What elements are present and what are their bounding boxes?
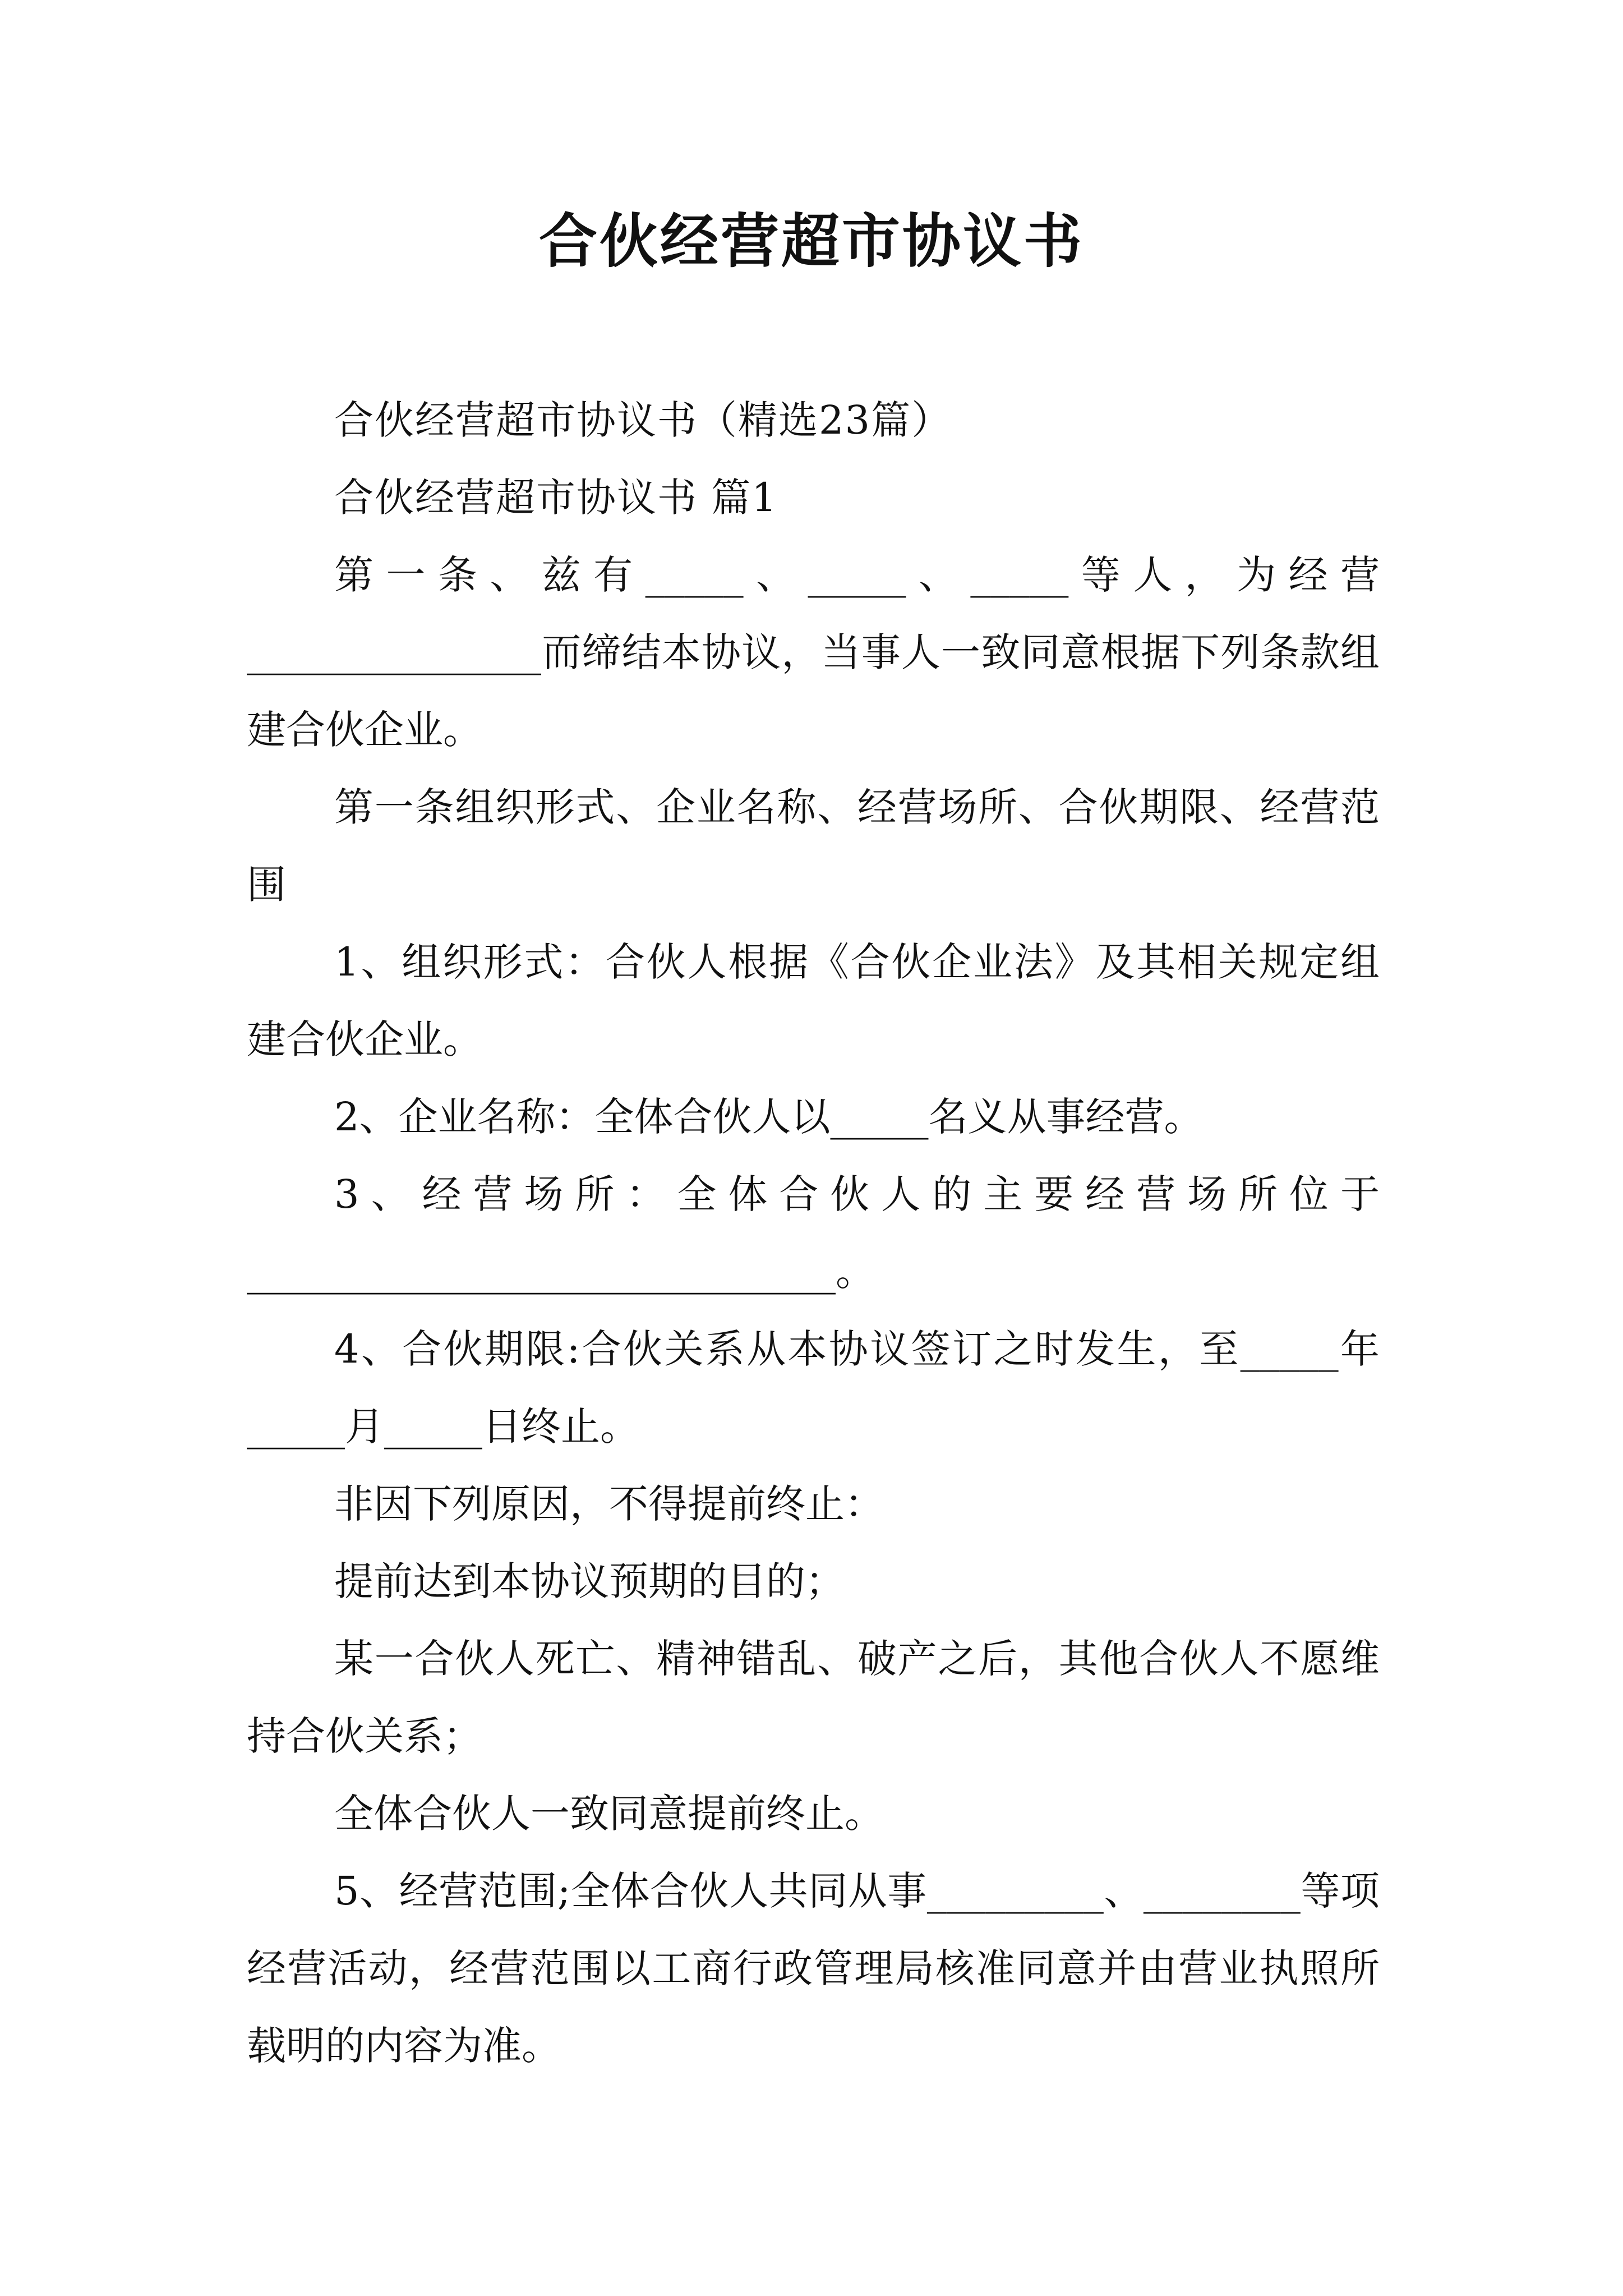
document-title: 合伙经营超市协议书 xyxy=(538,206,1084,275)
paragraph-preamble: 第一条、兹有_____、_____、_____等人，为经营_______________而缔结本协议，当事人一致同意根据下列条款组建合伙企业。 xyxy=(247,552,1380,753)
paragraph-partnership-term: 4、合伙期限:合伙关系从本协议签订之时发生，至_____年_____月_____日终止。 xyxy=(247,1326,1380,1450)
paragraph-termination-reason-3: 全体合伙人一致同意提前终止。 xyxy=(334,1791,884,1837)
document-body xyxy=(247,381,1380,2085)
paragraph-collection-title: 合伙经营超市协议书（精选23篇） xyxy=(334,397,952,443)
paragraph-termination-reason-1: 提前达到本协议预期的目的； xyxy=(334,1558,845,1604)
paragraph-enterprise-name: 2、企业名称：全体合伙人以_____名义从事经营。 xyxy=(334,1094,1204,1140)
paragraph-article-heading: 合伙经营超市协议书 篇1 xyxy=(334,475,778,521)
paragraph-business-location: 3、经营场所：全体合伙人的主要经营场所位于______________________________。 xyxy=(247,1171,1380,1295)
paragraph-termination-reason-2: 某一合伙人死亡、精神错乱、破产之后，其他合伙人不愿维持合伙关系； xyxy=(247,1636,1380,1759)
paragraph-business-scope: 5、经营范围;全体合伙人共同从事_________、________等项经营活动，经营范围以工商行政管理局核准同意并由营业执照所载明的内容为准。 xyxy=(247,1868,1380,2069)
paragraph-section-one-heading: 第一条组织形式、企业名称、经营场所、合伙期限、经营范围 xyxy=(247,784,1380,908)
paragraph-termination-intro: 非因下列原因，不得提前终止： xyxy=(334,1481,884,1527)
paragraph-organization-form: 1、组织形式：合伙人根据《合伙企业法》及其相关规定组建合伙企业。 xyxy=(247,939,1380,1062)
